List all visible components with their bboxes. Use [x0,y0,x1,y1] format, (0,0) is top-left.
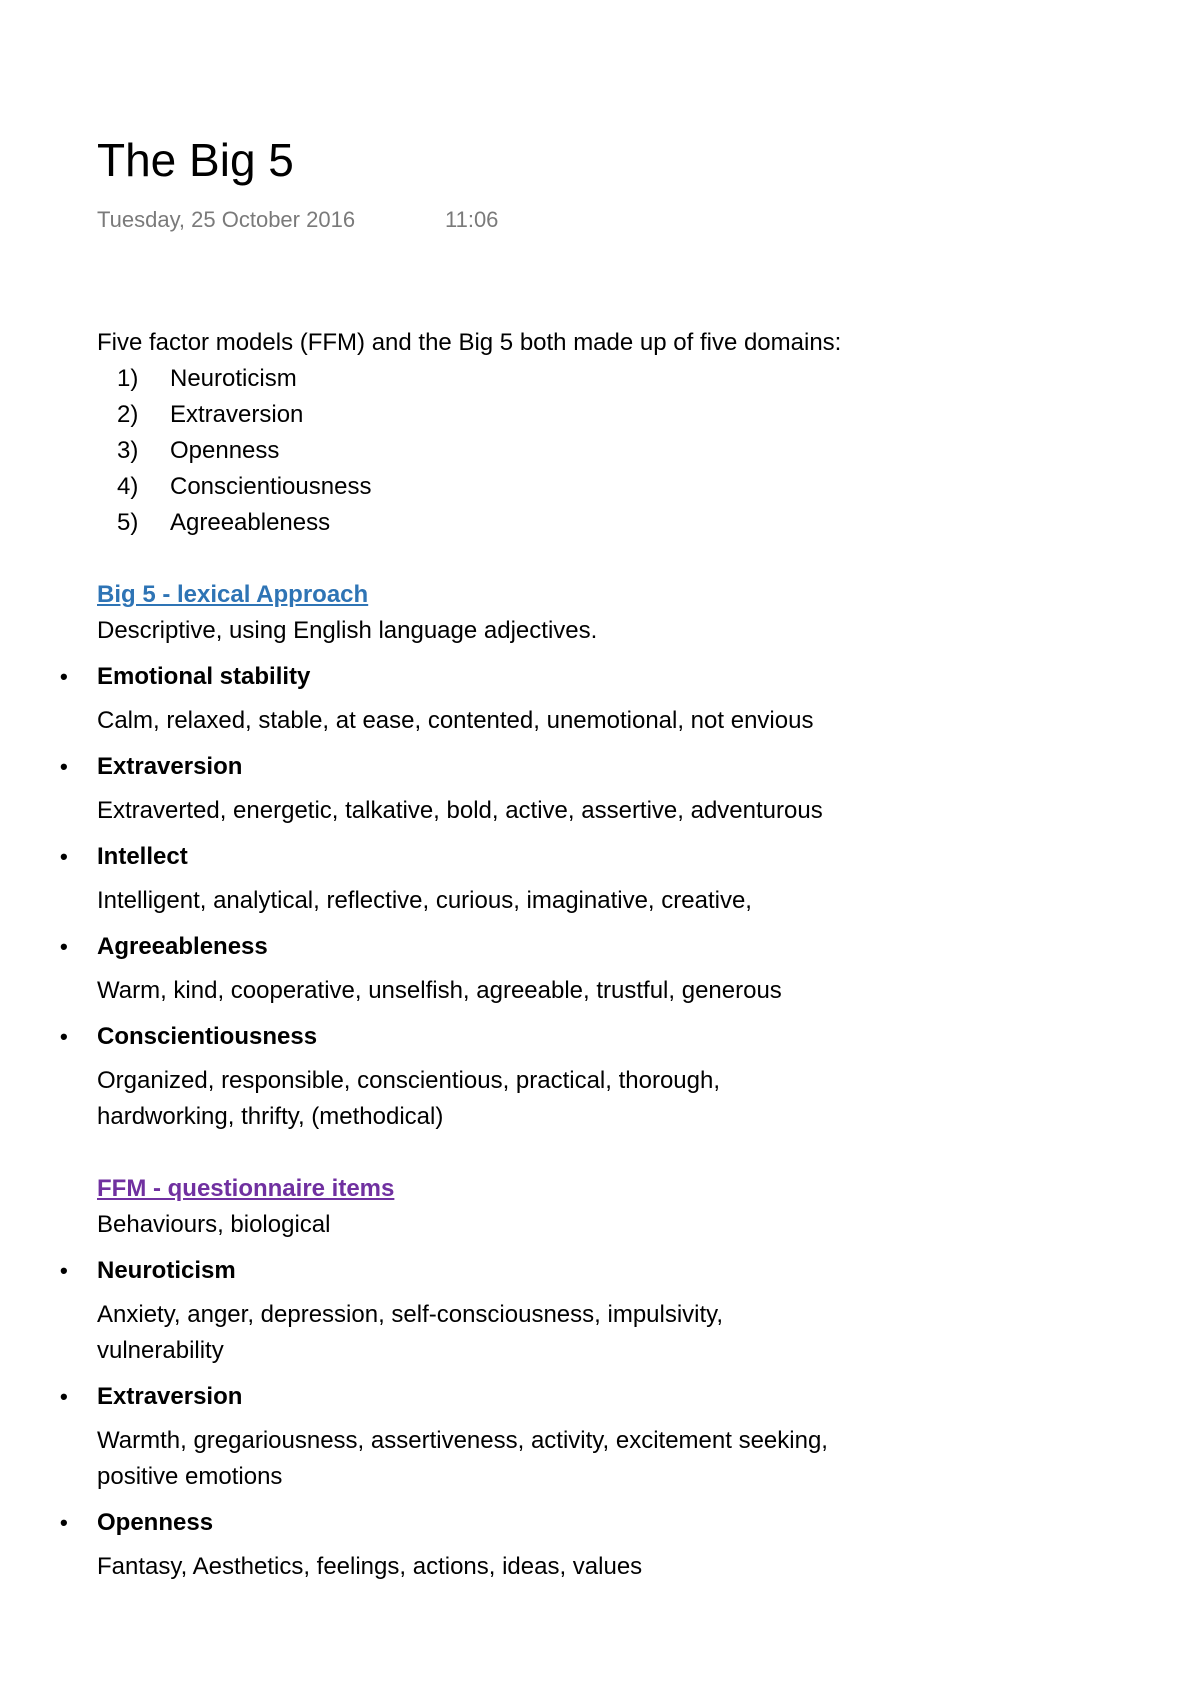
ffm-term: Neuroticism [97,1257,236,1284]
domain-number: 5) [117,509,139,536]
bullet-icon: • [60,844,68,869]
domain-item [97,505,1097,541]
domain-item [97,361,1097,397]
big5-adjectives: Intelligent, analytical, reflective, curious, imaginative, creative, [97,887,752,914]
domain-label: Neuroticism [170,365,297,392]
domain-number: 1) [117,365,139,392]
ffm-item [60,1379,1097,1495]
bullet-icon: • [60,1024,68,1049]
big5-term: Extraversion [97,753,243,780]
intro-text: Five factor models (FFM) and the Big 5 both made up of five domains: [97,329,842,356]
big5-item [60,1019,1097,1135]
big5-description: Descriptive, using English language adjectives. [97,617,598,644]
ffm-item [60,1505,1097,1585]
ffm-heading-link[interactable]: FFM - questionnaire items [97,1175,395,1202]
big5-adjectives: Calm, relaxed, stable, at ease, contented, unemotional, not envious [97,707,814,734]
domain-item [97,397,1097,433]
bullet-icon: • [60,1384,68,1409]
ffm-facets-continued: positive emotions [97,1463,283,1490]
domain-item [97,469,1097,505]
big5-term: Intellect [97,843,188,870]
big5-adjectives-continued: hardworking, thrifty, (methodical) [97,1103,444,1130]
domain-number: 4) [117,473,139,500]
big5-item [60,929,1097,1009]
big5-adjectives: Extraverted, energetic, talkative, bold, active, assertive, adventurous [97,797,823,824]
big5-item [60,659,1097,739]
big5-item [60,749,1097,829]
domain-number: 2) [117,401,139,428]
bullet-icon: • [60,1510,68,1535]
page-date: Tuesday, 25 October 2016 [97,207,356,232]
big5-item [60,839,1097,919]
ffm-term: Extraversion [97,1383,243,1410]
ffm-facets-continued: vulnerability [97,1337,224,1364]
big5-heading-link[interactable]: Big 5 - lexical Approach [97,581,369,608]
domain-number: 3) [117,437,139,464]
ffm-facets: Fantasy, Aesthetics, feelings, actions, ideas, values [97,1553,643,1580]
big5-adjectives: Warm, kind, cooperative, unselfish, agreeable, trustful, generous [97,977,782,1004]
domain-item [97,433,1097,469]
note-content [60,325,1097,1585]
domain-label: Openness [170,437,280,464]
page-bottom-margin [0,1590,1200,1698]
bullet-icon: • [60,754,68,779]
domain-list [97,361,1097,541]
domain-label: Conscientiousness [170,473,372,500]
bullet-icon: • [60,1258,68,1283]
ffm-term: Openness [97,1509,214,1536]
big5-adjectives: Organized, responsible, conscientious, practical, thorough, [97,1067,721,1094]
ffm-facets: Warmth, gregariousness, assertiveness, activity, excitement seeking, [97,1427,828,1454]
bullet-icon: • [60,934,68,959]
page-title: The Big 5 [97,134,294,186]
domain-label: Agreeableness [170,509,331,536]
page-time: 11:06 [445,207,499,232]
ffm-facets: Anxiety, anger, depression, self-consciousness, impulsivity, [97,1301,724,1328]
page-meta [97,206,499,234]
big5-term: Agreeableness [97,933,268,960]
bullet-icon: • [60,664,68,689]
domain-label: Extraversion [170,401,304,428]
big5-term: Emotional stability [97,663,311,690]
big5-term: Conscientiousness [97,1023,318,1050]
ffm-item [60,1253,1097,1369]
ffm-description: Behaviours, biological [97,1211,331,1238]
